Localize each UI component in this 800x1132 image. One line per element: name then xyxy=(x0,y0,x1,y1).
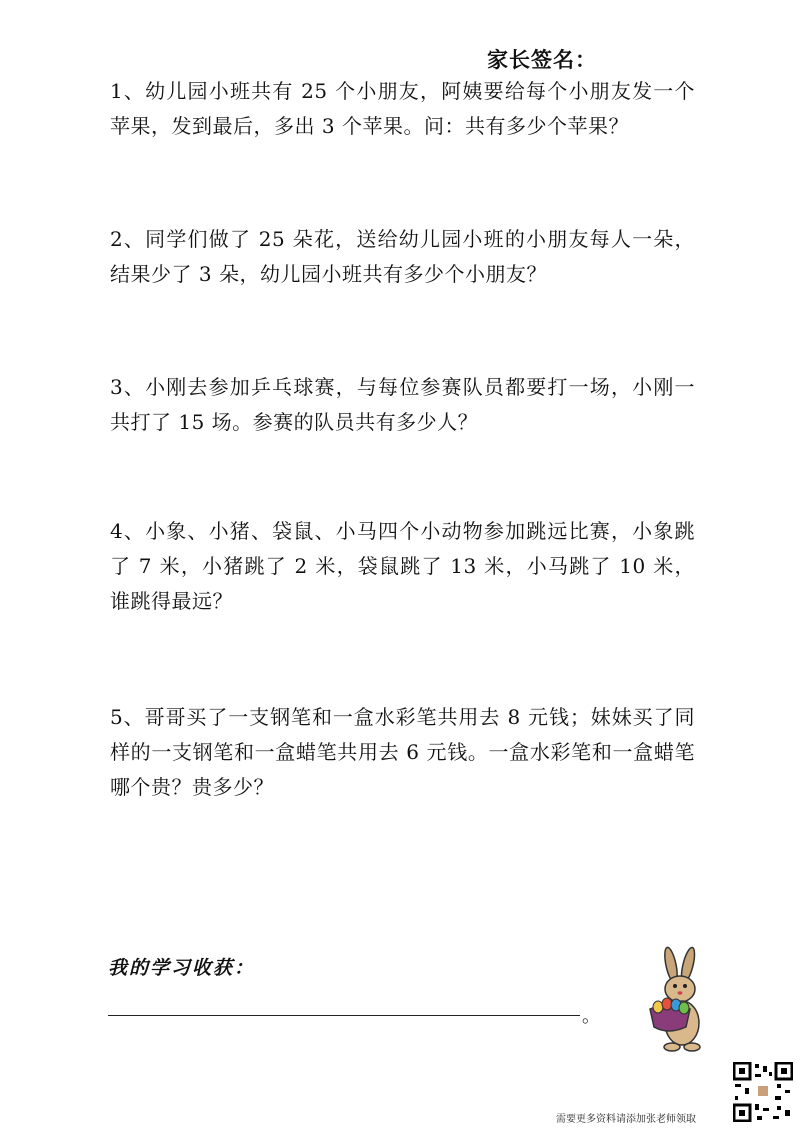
problem-4: 4、小象、小猪、袋鼠、小马四个小动物参加跳远比赛，小象跳了 7 米，小猪跳了 2 米，袋鼠跳了 13 米，小马跳了 10 米，谁跳得最远？ xyxy=(110,519,695,613)
qr-code-icon xyxy=(733,1062,793,1122)
footer-contact-note: 需要更多资料请添加张老师领取 xyxy=(556,1114,696,1125)
learning-harvest-label: 我的学习收获： xyxy=(108,957,256,979)
learning-harvest-end-mark: 。 xyxy=(582,1006,600,1027)
learning-harvest-answer-line xyxy=(108,1015,580,1016)
problem-3: 3、小刚去参加乒乓球赛，与每位参赛队员都要打一场，小刚一共打了 15 场。参赛的队员共有多少人？ xyxy=(110,375,695,434)
bunny-holding-easter-eggs-icon xyxy=(638,945,718,1055)
problem-1: 1、幼儿园小班共有 25 个小朋友，阿姨要给每个小朋友发一个苹果，发到最后，多出 3 个苹果。问：共有多少个苹果？ xyxy=(110,79,695,138)
problem-5: 5、哥哥买了一支钢笔和一盒水彩笔共用去 8 元钱；妹妹买了同样的一支钢笔和一盒蜡笔共用去 6 元钱。一盒水彩笔和一盒蜡笔哪个贵？贵多少？ xyxy=(110,705,695,799)
problem-2: 2、同学们做了 25 朵花，送给幼儿园小班的小朋友每人一朵，结果少了 3 朵，幼儿园小班共有多少个小朋友？ xyxy=(110,227,695,286)
parent-signature-label: 家长签名： xyxy=(487,48,597,72)
